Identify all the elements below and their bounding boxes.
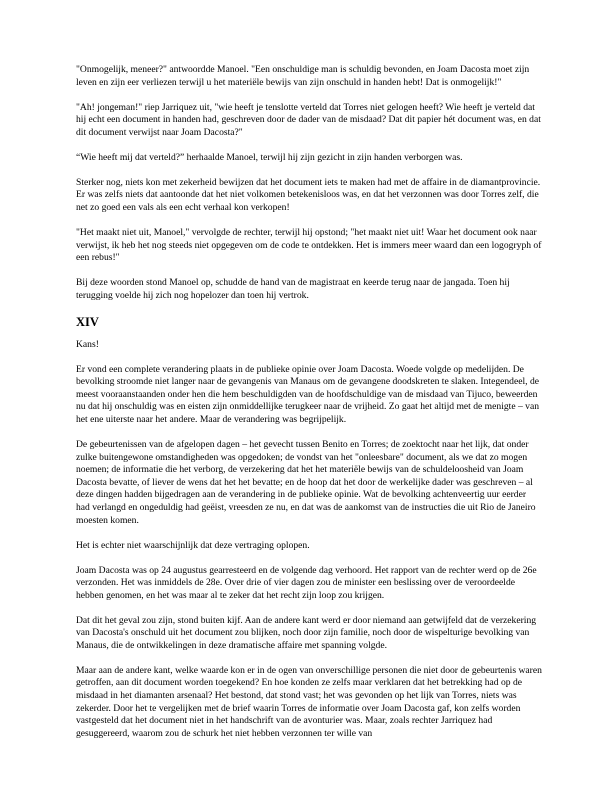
paragraph: Er vond een complete verandering plaats in de publieke opinie over Joam Dacosta. Woede volgde op medelijden. De bevolking stroomde niet langer naar de gevangenis van Manaus om de gevangene doodskreten te slaken. Integendeel, de meest vooraanstaanden onder hen die hem beschuldigden van de hoofdschuldige van de misdaad van Tijuco, beweerden nu dat hij onschuldig was en eisten zijn onmiddellijke terugkeer naar de vrijheid. Zo gaat het altijd met de menigte – van het ene uiterste naar het andere. Maar de verandering was begrijpelijk.	[76, 363, 540, 426]
paragraph: De gebeurtenissen van de afgelopen dagen – het gevecht tussen Benito en Torres; de zoektocht naar het lijk, dat onder zulke buitengewone omstandigheden was opgedoken; de vondst van het "onleesbare" document, als we dat zo mogen noemen; de informatie die het verborg, de verzekering dat het het materiële bewijs van de schuldeloosheid van Joam Dacosta bevatte, of liever de wens dat het het bevatte; en de hoop dat het door de werkelijke dader was geschreven – al deze dingen hadden bijgedragen aan de verandering in de publieke opinie. Wat de bevolking achtenveertig uur eerder had verlangd en ongeduldig had geëist, vreesden ze nu, en dat was de aankomst van de instructies die uit Rio de Janeiro moesten komen.	[76, 439, 536, 526]
paragraph: Bij deze woorden stond Manoel op, schudde de hand van de magistraat en keerde terug naar de jangada. Toen hij terugging voelde hij zich nog hopelozer dan toen hij vertrok.	[76, 277, 510, 301]
paragraph: "Ah! jongeman!" riep Jarriquez uit, "wie heeft je tenslotte verteld dat Torres niet gelogen heeft? Wie heeft je verteld dat hij echt een document in handen had, geschreven door de dader van de misdaad? Dat dit papier hét document was, en dat dit document verwijst naar Joam Dacosta?"	[76, 101, 541, 138]
paragraph: "Onmogelijk, meneer?" antwoordde Manoel. "Een onschuldige man is schuldig bevonden, en Joam Dacosta moet zijn leven en zijn eer verliezen terwijl u het materiële bewijs van zijn onschuld in handen hebt! Dat is onmogelijk!"	[76, 64, 530, 88]
paragraph: "Het maakt niet uit, Manoel," vervolgde de rechter, terwijl hij opstond; "het maakt niet uit! Waar het document ook naar verwijst, ik heb het nog steeds niet opgegeven om de code te ontdekken. Het is immers meer waard dan een logogryph of een rebus!"	[76, 226, 542, 264]
paragraph: Het is echter niet waarschijnlijk dat deze vertraging oplopen.	[76, 539, 310, 551]
document-page	[76, 64, 542, 740]
chapter-heading: XIV	[76, 314, 99, 329]
paragraph: Maar aan de andere kant, welke waarde kon er in de ogen van onverschillige personen die niet door de gebeurtenis waren getroffen, aan dit document worden toegekend? En hoe konden ze zelfs maar verklaren dat het betrekking had op de misdaad in het diamanten arsenaal? Het bestond, dat stond vast; het was gevonden op het lijk van Torres, niets was zekerder. Door het te vergelijken met de brief waarin Torres de informatie over Joam Dacosta gaf, kon zelfs worden vastgesteld dat het document niet in het handschrift van de avonturier was. Maar, zoals rechter Jarriquez had gesuggereerd, waarom zou de schurk het niet hebben verzonnen ter wille van	[76, 664, 542, 739]
chapter-subtitle: Kans!	[76, 338, 99, 350]
paragraph: Sterker nog, niets kon met zekerheid bewijzen dat het document iets te maken had met de affaire in de diamantprovincie. Er was zelfs niets dat aantoonde dat het niet volkomen betekenisloos was, en dat het verzonnen was door Torres zelf, die net zo goed een vals als een echt verhaal kon verkopen!	[76, 176, 541, 213]
paragraph: Dat dit het geval zou zijn, stond buiten kijf. Aan de andere kant werd er door niemand aan getwijfeld dat de verzekering van Dacosta's onschuld uit het document zou blijken, noch door zijn familie, noch door de wispelturige bevolking van Manaus, die de ontwikkelingen in deze dramatische affaire met spanning volgde.	[76, 614, 537, 651]
paragraph: “Wie heeft mij dat verteld?” herhaalde Manoel, terwijl hij zijn gezicht in zijn handen verborgen was.	[76, 151, 463, 163]
paragraph: Joam Dacosta was op 24 augustus gearresteerd en de volgende dag verhoord. Het rapport van de rechter werd op de 26e verzonden. Het was inmiddels de 28e. Over drie of vier dagen zou de minister een beslissing over de veroordeelde hebben genomen, en het was maar al te zeker dat het recht zijn loop zou krijgen.	[76, 564, 537, 601]
